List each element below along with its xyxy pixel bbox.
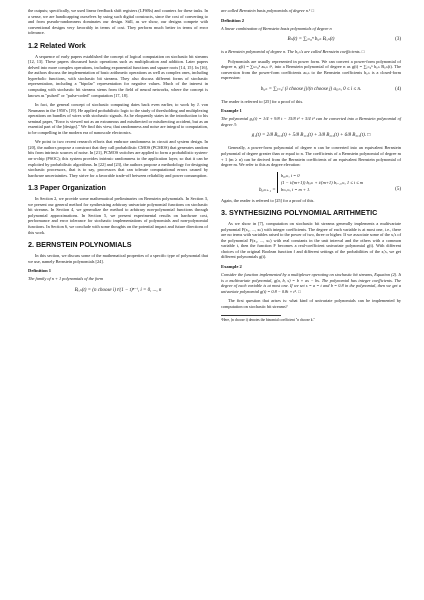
power-form-paragraph: Polynomials are usually represented in power form. We can convert a power-form polynomial of degree n, g(t) = ∑ₖ₌₀ⁿ aₖ,ₙ tᵏ, into a Bernstein polynomial of degree n as g(t) = ∑ᵢ₌₀ⁿ bᵢ,ₙ Bᵢ,ₙ(t). The conversion from the power-form coefficients aₖ,ₙ to the Bernstein coefficients bᵢ,ₙ is a closed-form expression: [221,58,401,81]
equation-5-body [221,172,401,194]
section-heading-paper-organization: 1.3 Paper Organization [28,183,106,193]
related-work-paragraph-2: In fact, the general concept of stochastic computing dates back even earlier, to work by J. von Neumann in the 1950's [19]. He applied probabilistic logic to the study of thresholding and multiplexing operations on bundles of wires with stochastic signals. As he eloquently states in the introduction to his seminal paper, "Error is viewed not as an extraneous and misdirected or misdirecting accident, but as an essential part of the [design]." We find this view, that randomness and noise are integral to computation, to be compelling in the modern era of nanoscale electronics. [28,102,208,135]
equation-5 [221,172,401,194]
equation-3 [221,35,401,45]
right-column [221,8,401,327]
left-column [28,8,208,300]
degree-elevation-paragraph: Generally, a power-form polynomial of degree n can be converted into an equivalent Bernstein polynomial of degree greater than or equal to n. The coefficients of a Bernstein polynomial of degree m + 1 (m ≥ n) can be derived from the Bernstein coefficients of an equivalent Bernstein polynomial of degree m. We refer to this as degree elevation: [221,145,401,168]
example-1-title: Example 1 [221,108,242,114]
equation-5-case-1: b₀,ₘ, i = 0 [280,172,300,178]
example-2-title: Example 2 [221,264,242,270]
reader-referral-1: The reader is referred to [25] for a proof of this. [221,98,304,104]
example-2-text: Consider the function implemented by a multiplexer operating on stochastic bit streams, Equation (2). It is a multivariate polynomial, g(a, b, s) = b + as − bs. The polynomial has integer coefficients. The degree of each variable is at most one. If we set s = a = t and b = 0.8 in the polynomial, then we get a univariate polynomial g(t) = 0.8 − 0.8t + t². □ [221,272,401,294]
definition-1-text: The family of n + 1 polynomials of the form [28,276,104,282]
equation-basis-polynomial [28,286,208,296]
equation-4-number: (4) [395,86,401,92]
footnote: ¹Here, (n choose i) denotes the binomial coefficient "n choose k." [221,318,315,323]
intro-continuation: the outputs; specifically, we used linear feedback shift registers (LFSRs) and counters for these tasks. In a sense, we are handicapping ourselves by using such digital constructs, since the cost of converting to and from pseudo-randomness dominates our design. Still, as we show, our designs compete with conventional designs very favorably in terms of cost. They perform much better in terms of error tolerance. [28,8,208,36]
equation-example-1-body: g₁(t) = 2/8 B₀,₃(t) + 5/8 B₁,₃(t) + 3/8 B₂,₃(t) + 6/8 B₃,₃(t). □ [251,133,371,139]
equation-example-1 [221,131,401,141]
footnote-divider [221,315,281,316]
organization-paragraph: In Section 2, we provide some mathematical preliminaries on Bernstein polynomials. In Section 3, we present our general method for synthesizing arbitrary univariate polynomial functions on stochastic bit streams. In Section 4, we generalize the method to arbitrary non-polynomial functions through polynomial approximations. In Section 5, we present experimental results on hardware cost, performance and error tolerance for stochastic implementations of polynomials and non-polynomial functions. In Section 6, we conclude with some thoughts on the potential impact and future directions of this work. [28,196,208,235]
definition-2-title: Definition 2 [221,17,245,23]
definition-1-conclusion: are called Bernstein basis polynomials of degree n.¹ □ [221,8,314,13]
equation-5-number: (5) [395,186,401,192]
definition-2-text: A linear combination of Bernstein basis polynomials of degree n [221,25,332,31]
reader-referral-2: Again, the reader is referred to [25] for a proof of this. [221,197,315,203]
bernstein-intro-paragraph: In this section, we discuss some of the mathematical properties of a specific type of polynomial that we use, namely Bernstein polynomials [24]. [28,253,208,264]
section-heading-related-work: 1.2 Related Work [28,40,86,50]
equation-5-cases [277,172,363,193]
equation-basis-body: Bᵢ,ₙ(t) = (n choose i) tⁱ(1 − t)ⁿ⁻ⁱ, i = 0, ..., n [74,287,162,293]
equation-3-number: (3) [395,37,401,43]
section-heading-synthesizing: 3. SYNTHESIZING POLYNOMIAL ARITHMETIC [221,208,378,218]
definition-1-title: Definition 1 [28,268,52,274]
equation-5-case-3: bₘ,ₘ, i = m + 1. [280,186,311,192]
equation-4 [221,85,401,95]
related-work-paragraph-1: A sequence of early papers established the concept of logical computation on stochastic bit streams [12, 13]. These papers discussed basic operations such as multiplication and addition. Later papers delved into more complex operations, including exponential functions and square roots [14, 15]. In [16], the authors discuss the implementation of basic arithmetic operations as well as complex ones, including hyperbolic functions, with stochastic bit streams. They also discuss different forms of stochastic representation, including a "bipolar" representation for negative values. Much of the interest in computing with stochastic bit streams stems from the field of neural networks, where the concept is known as "pulsed" or "pulse-coded" computation [17, 18]. [28,53,208,98]
definition-2-conclusion: is a Bernstein polynomial of degree n. The bᵢ,ₙ's are called Bernstein coefficients. □ [221,49,365,55]
first-question-paragraph: The first question that arises is: what kind of univariate polynomials can be implemented by computation on stochastic bit streams? [221,298,401,309]
example-1-text: The polynomial g₁(t) = 1/4 + 9/8 t − 15/8 t² + 5/4 t³ can be converted into a Bernstein polynomial of degree 3: [221,116,401,127]
equation-3-body: Bₙ(t) = ∑ᵢ₌₀ⁿ bᵢ,ₙ Bᵢ,ₙ(t) [287,37,335,43]
related-work-paragraph-3: We point to two recent research efforts that embrace randomness in circuit and system design. In [20], the authors propose a construct that they call probabilistic CMOS (PCMOS) that generates random bits from intrinsic sources of noise. In [21], PCMOS switches are applied to form a probabilistic system-on-a-chip (PSOC); this system provides intrinsic randomness to the application layer, so that it can be exploited by probabilistic algorithms. In [22] and [23], the authors propose a methodology for designing stochastic processors, that is to say, processors that can tolerate computational errors caused by hardware uncertainties. They strive for a favorable trade-off between reliability and power consumption. [28,139,208,178]
synthesizing-paragraph: As we show in [7], computation on stochastic bit streams generally implements a multivariate polynomial F(x₁, ..., xₙ) with integer coefficients. The degree of each variable is at most one, i.e., there are no terms with variables raised to the power of two, three or higher. If we associate some of the xᵢ's of the polynomial F(x₁, ..., xₙ) with real constants in the unit interval and the others with a common variable t, then the function F becomes a real-coefficient univariate polynomial g(t). With different choices of the original Boolean function f and different settings of the probabilities of the xᵢ's, we get different polynomials g(t). [221,221,401,260]
equation-5-case-2: (1 − i/(m+1)) bᵢ,ₘ + i/(m+1) bᵢ₋₁,ₘ, 1 ≤ i ≤ m [280,179,364,185]
section-heading-bernstein: 2. BERNSTEIN POLYNOMIALS [28,240,132,250]
equation-4-body: bᵢ,ₙ = ∑ⱼ₌₀ⁱ (i choose j)/(n choose j) aⱼ,ₙ, 0 ≤ i ≤ n. [260,86,362,92]
equation-5-lhs: bᵢ,ₘ₊₁ = [258,187,276,193]
